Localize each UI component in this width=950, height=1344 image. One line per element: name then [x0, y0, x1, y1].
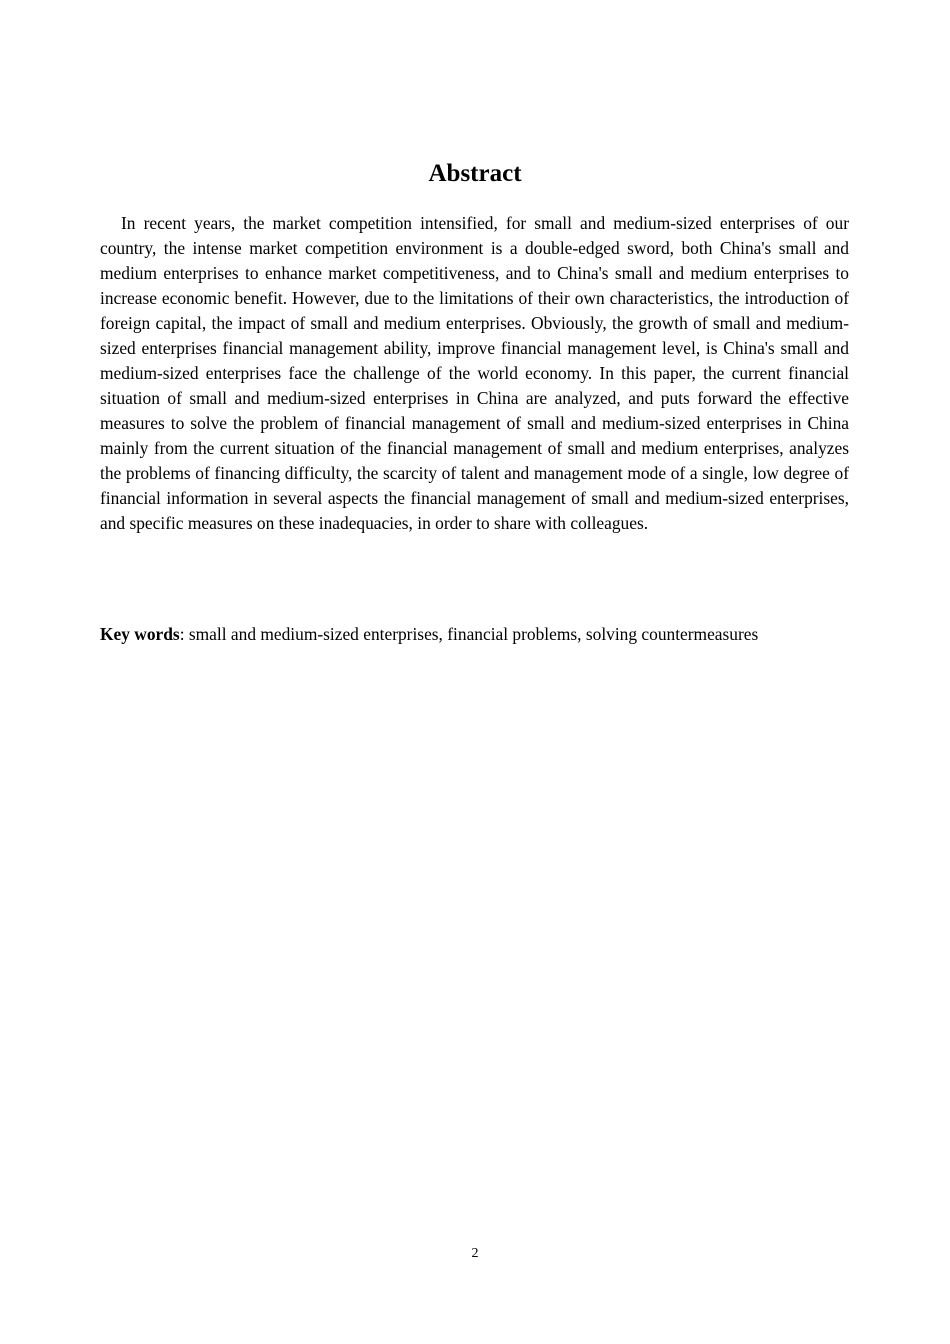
- keywords-label: Key words: [100, 624, 180, 644]
- abstract-paragraph: In recent years, the market competition intensified, for small and medium-sized enterprises of our country, the intense market competition environment is a double-edged sword, both China's small and medium enterprises to enhance market competitiveness, and to China's small and medium enterprises to increase economic benefit. However, due to the limitations of their own characteristics, the introduction of foreign capital, the impact of small and medium enterprises. Obviously, the growth of small and medium-sized enterprises financial management ability, improve financial management level, is China's small and medium-sized enterprises face the challenge of the world economy. In this paper, the current financial situation of small and medium-sized enterprises in China are analyzed, and puts forward the effective measures to solve the problem of financial management of small and medium-sized enterprises in China mainly from the current situation of the financial management of small and medium enterprises, analyzes the problems of financing difficulty, the scarcity of talent and management mode of a single, low degree of financial information in several aspects the financial management of small and medium-sized enterprises, and specific measures on these inadequacies, in order to share with colleagues.: [100, 213, 849, 533]
- abstract-title: Abstract: [428, 160, 522, 187]
- keywords-text: : small and medium-sized enterprises, financial problems, solving countermeasures: [179, 624, 759, 644]
- page-number: 2: [471, 1246, 479, 1261]
- keywords-line: [100, 622, 860, 647]
